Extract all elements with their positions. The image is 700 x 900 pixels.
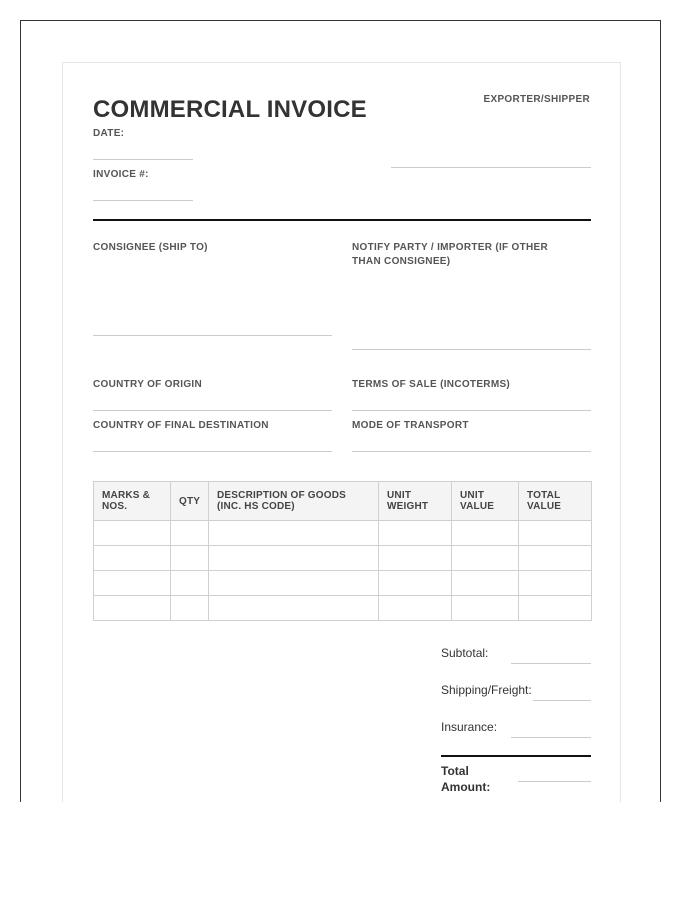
- total-value-header: TOTAL VALUE: [519, 482, 592, 521]
- insurance-label: Insurance:: [441, 720, 498, 734]
- consignee-field[interactable]: [93, 335, 332, 336]
- country-origin-field[interactable]: [93, 410, 332, 411]
- table-cell[interactable]: [171, 521, 209, 546]
- terms-of-sale-field[interactable]: [352, 410, 591, 411]
- table-cell[interactable]: [171, 571, 209, 596]
- header-divider: [93, 219, 591, 221]
- table-row: [94, 546, 592, 571]
- consignee-label: CONSIGNEE (SHIP TO): [93, 242, 208, 253]
- table-cell[interactable]: [94, 571, 171, 596]
- date-label: DATE:: [93, 128, 125, 139]
- exporter-label: EXPORTER/SHIPPER: [483, 94, 590, 105]
- country-destination-field[interactable]: [93, 451, 332, 452]
- table-cell[interactable]: [209, 546, 379, 571]
- table-cell[interactable]: [94, 521, 171, 546]
- document-frame: [20, 20, 661, 802]
- table-cell[interactable]: [209, 596, 379, 621]
- mode-of-transport-label: MODE OF TRANSPORT: [352, 420, 469, 431]
- table-cell[interactable]: [94, 546, 171, 571]
- table-cell[interactable]: [519, 521, 592, 546]
- notify-party-label: NOTIFY PARTY / IMPORTER (IF OTHER THAN CONSIGNEE): [352, 242, 549, 267]
- total-amount-label: Total Amount:: [441, 764, 491, 794]
- description-header: DESCRIPTION OF GOODS (INC. HS CODE): [209, 482, 379, 521]
- table-cell[interactable]: [519, 546, 592, 571]
- total-amount-field[interactable]: [518, 781, 591, 782]
- table-cell[interactable]: [452, 596, 519, 621]
- invoice-number-label: INVOICE #:: [93, 169, 149, 180]
- mode-of-transport-field[interactable]: [352, 451, 591, 452]
- subtotal-field[interactable]: [511, 663, 591, 664]
- table-cell[interactable]: [519, 571, 592, 596]
- unit-weight-header: UNIT WEIGHT: [379, 482, 452, 521]
- country-origin-label: COUNTRY OF ORIGIN: [93, 379, 202, 390]
- table-header-row: [94, 482, 592, 521]
- items-table: [93, 481, 592, 621]
- table-row: [94, 571, 592, 596]
- totals-divider: [441, 755, 591, 757]
- table-cell[interactable]: [94, 596, 171, 621]
- table-cell[interactable]: [379, 546, 452, 571]
- insurance-field[interactable]: [511, 737, 591, 738]
- notify-party-field[interactable]: [352, 349, 591, 350]
- table-cell[interactable]: [379, 596, 452, 621]
- table-cell[interactable]: [209, 521, 379, 546]
- exporter-field[interactable]: [391, 167, 591, 168]
- country-destination-label: COUNTRY OF FINAL DESTINATION: [93, 420, 269, 431]
- table-cell[interactable]: [171, 546, 209, 571]
- page-title: COMMERCIAL INVOICE: [93, 96, 367, 123]
- table-cell[interactable]: [209, 571, 379, 596]
- qty-header: QTY: [171, 482, 209, 521]
- subtotal-label: Subtotal:: [441, 646, 489, 660]
- marks-header: MARKS & NOS.: [94, 482, 171, 521]
- table-row: [94, 596, 592, 621]
- table-cell[interactable]: [452, 571, 519, 596]
- shipping-freight-field[interactable]: [533, 700, 591, 701]
- unit-value-header: UNIT VALUE: [452, 482, 519, 521]
- table-cell[interactable]: [452, 521, 519, 546]
- shipping-freight-label: Shipping/Freight:: [441, 683, 532, 697]
- table-cell[interactable]: [452, 546, 519, 571]
- date-field[interactable]: [93, 159, 193, 160]
- invoice-number-field[interactable]: [93, 200, 193, 201]
- table-row: [94, 521, 592, 546]
- table-cell[interactable]: [379, 571, 452, 596]
- table-cell[interactable]: [519, 596, 592, 621]
- table-cell[interactable]: [379, 521, 452, 546]
- invoice-paper: [62, 62, 621, 802]
- table-cell[interactable]: [171, 596, 209, 621]
- terms-of-sale-label: TERMS OF SALE (INCOTERMS): [352, 379, 511, 390]
